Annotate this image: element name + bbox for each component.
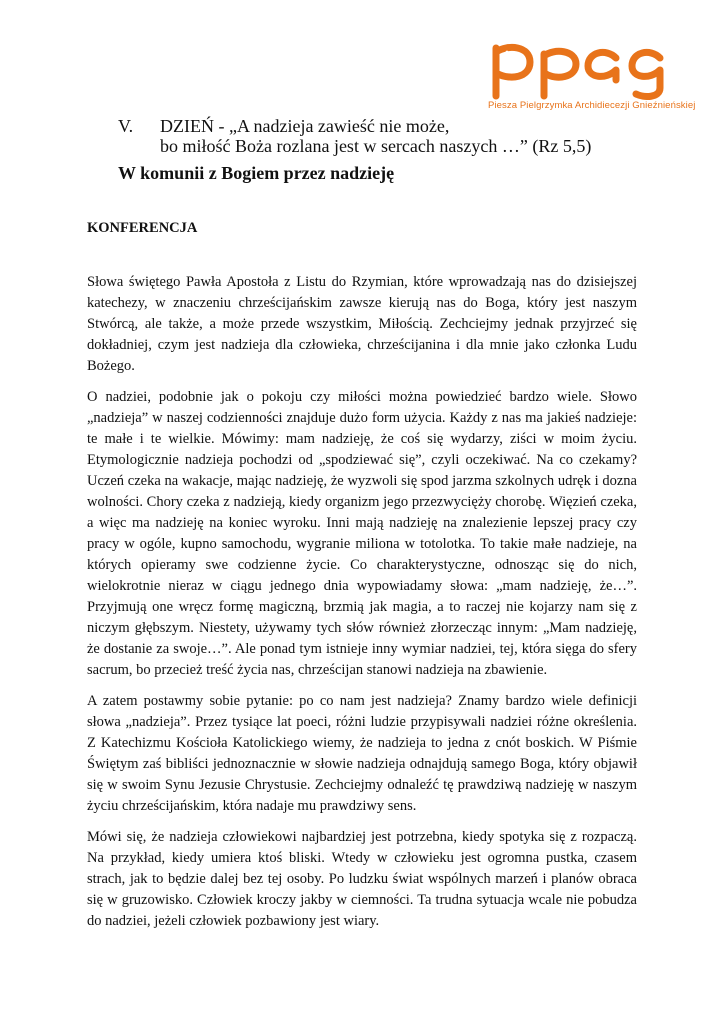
paragraph: Mówi się, że nadzieja człowiekowi najbardziej jest potrzebna, kiedy spotyka się z rozpaczą. Na przykład, kiedy umiera ktoś bliski. Wtedy w człowieku jest ogromna pustka, czasem strach, jak to będzie dalej bez tej osoby. Po ludzku świat wspólnych marzeń i planów obraca się w gruzowisko. Człowiek kroczy jakby w ciemności. Ta trudna sytuacja wcale nie pobudza do nadziei, jeżeli człowiek pozbawiony jest wiary. [87,829,637,929]
section-label: KONFERENCJA [87,220,198,236]
paragraph: A zatem postawmy sobie pytanie: po co nam jest nadzieja? Znamy bardzo wiele definicji słowa „nadzieja”. Przez tysiące lat poeci, różni ludzie przypisywali nadziei różne określenia. Z Katechizmu Kościoła Katolickiego wiemy, że nadzieja to jedna z cnót boskich. W Piśmie Świętym zaś bibliści jednoznacznie w słowie nadzieja odnajdują samego Boga, który objawił się w swoim Synu Jezusie Chrystusie. Zechciejmy odnaleźć tę prawdziwą nadzieję w naszym życiu chrześcijańskim, która nadaje mu prawdziwy sens. [87,693,637,814]
paragraph: O nadziei, podobnie jak o pokoju czy miłości można powiedzieć bardzo wiele. Słowo „nadzieja” w naszej codzienności znajduje dużo form użycia. Każdy z nas ma jakieś nadzieje: te małe i te wielkie. Mówimy: mam nadzieję, że coś się wydarzy, ziści w moim życiu. Etymologicznie nadzieja pochodzi od „spodziewać się”, czyli oczekiwać. Na co czekamy? Uczeń czeka na wakacje, mając nadzieję, że wyzwoli się spod jarzma szkolnych udręk i dozna wolności. Chory czeka z nadzieją, kiedy organizm jego przezwycięży chorobę. Więzień czeka, a więc ma nadzieję na koniec wyroku. Inni mają nadzieję na znalezienie lepszej pracy czy pracy w ogóle, kupno samochodu, wygranie miliona w totolotka. To takie małe nadzieje, na których opieramy swe codzienne życie. Co charakterystyczne, odnosząc się do nich, wielokrotnie nieraz w ciągu jednego dnia wypowiadamy słowa: „mam nadzieję, że…”. Przyjmują one wręcz formę magiczną, brzmią jak magia, a to raczej nie kojarzy nam się z niczym głębszym. Niestety, używamy tych słów również złorzecząc innym: „Mam nadzieję, że dostanie za swoje…”. Ale ponad tym istnieje inny wymiar nadziei, tej, która sięga do sfery sacrum, bo przecież treść życia nas, chrześcijan stanowi nadzieja na zbawienie. [87,389,637,678]
footprints-icon [506,51,522,71]
paragraph: Słowa świętego Pawła Apostoła z Listu do Rzymian, które wprowadzają nas do dzisiejszej katechezy, w znaczeniu chrześcijańskim zawsze kierują nas do Boga, który jest naszym Stwórcą, ale także, a może przede wszystkim, Miłością. Zechciejmy jednak przyjrzeć się dokładniej, czym jest nadzieja dla człowieka, chrześcijanina i dla mnie jako członka Ludu Bożego. [87,274,637,374]
day-title-line-1: DZIEŃ - „A nadzieja zawieść nie może, [160,116,450,136]
day-title-line-2: bo miłość Boża rozlana jest w sercach naszych …” (Rz 5,5) [160,136,592,156]
ppag-logo [488,38,696,111]
day-number: V. [118,116,134,136]
day-subtitle: W komunii z Bogiem przez nadzieję [118,163,395,183]
conference-text [87,272,637,942]
ppag-logo-graphic [488,38,688,100]
logo-caption: Piesza Pielgrzymka Archidiecezji Gnieźnieńskiej [488,100,696,111]
